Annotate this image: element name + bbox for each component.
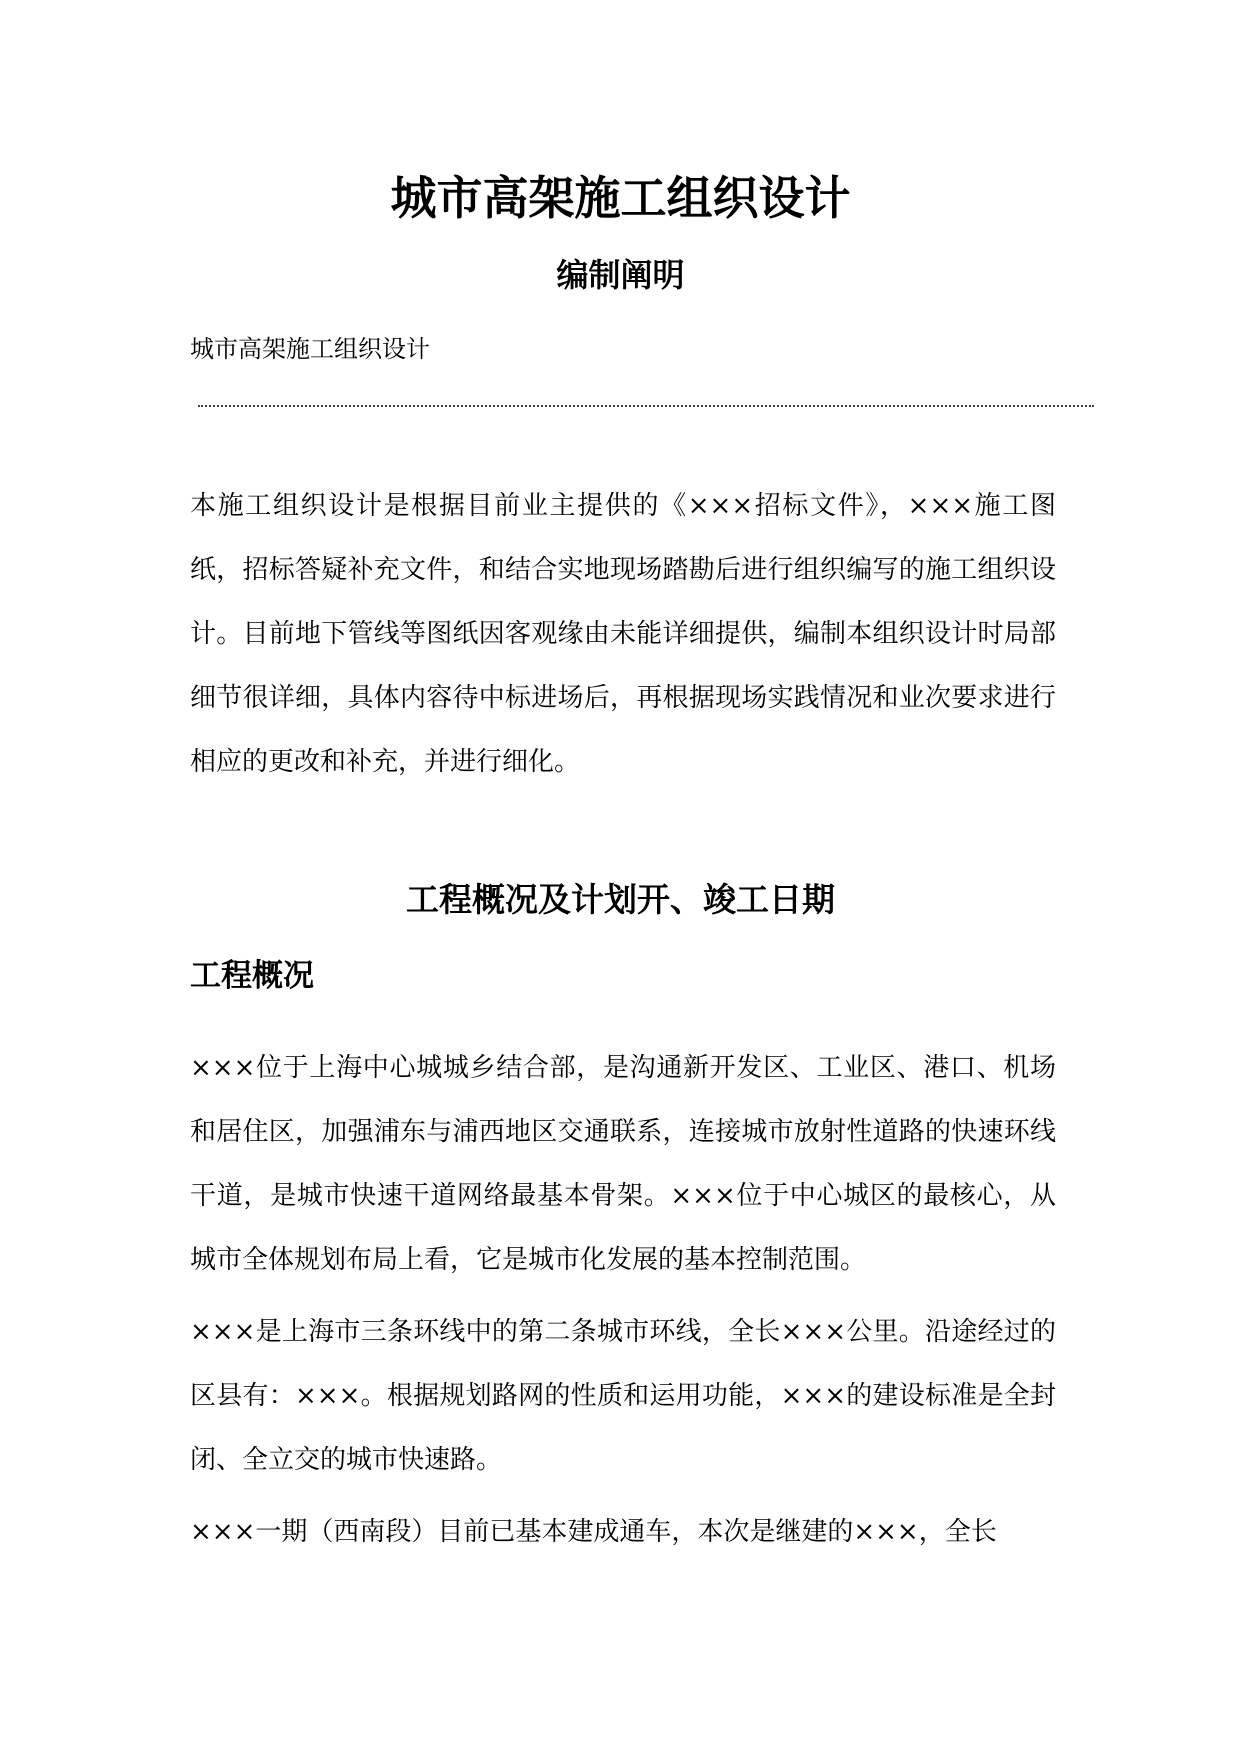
body-paragraph: ×××一期（西南段）目前已基本建成通车，本次是继建的×××，全长 (190, 1517, 997, 1547)
body-paragraph: ×××是上海市三条环线中的第二条城市环线，全长×××公里。沿途经过的区县有：×××。根据规划路网的性质和运用功能，×××的建设标准是全封闭、全立交的城市快速路。 (190, 1317, 1056, 1475)
document-subtitle: 编制阐明 (556, 256, 685, 294)
toc-dotted-leader (198, 405, 1094, 407)
sub-heading: 工程概况 (190, 958, 314, 994)
section-heading: 工程概况及计划开、竣工日期 (406, 880, 835, 919)
document-title: 城市高架施工组织设计 (390, 171, 851, 225)
toc-entry: 城市高架施工组织设计 (190, 335, 430, 363)
body-paragraph: ×××位于上海中心城城乡结合部，是沟通新开发区、工业区、港口、机场和居住区，加强浦东与浦西地区交通联系，连接城市放射性道路的快速环线干道，是城市快速干道网络最基本骨架。×××位于中心城区的最核心，从城市全体规划布局上看，它是城市化发展的基本控制范围。 (190, 1053, 1056, 1275)
intro-paragraph: 本施工组织设计是根据目前业主提供的《×××招标文件》，×××施工图纸，招标答疑补充文件，和结合实地现场踏勘后进行组织编写的施工组织设计。目前地下管线等图纸因客观缘由未能详细提供，编制本组织设计时局部细节很详细，具体内容待中标进场后，再根据现场实践情况和业次要求进行相应的更改和补充，并进行细化。 (190, 491, 1056, 777)
